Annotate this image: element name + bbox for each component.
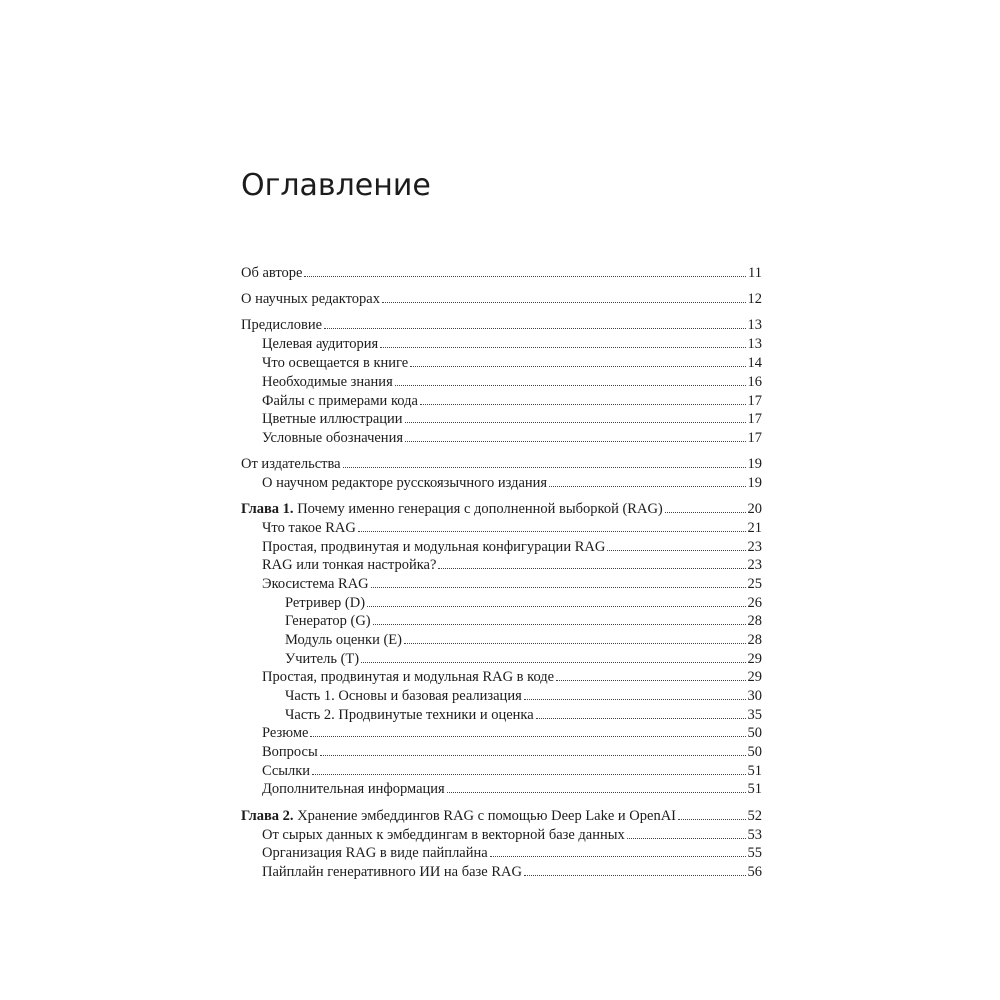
toc-chapter-entry [241, 807, 762, 825]
toc-entry-label: Организация RAG в виде пайплайна [262, 845, 488, 861]
toc-page-number: 16 [747, 374, 762, 390]
toc-entry-label: Простая, продвинутая и модульная RAG в коде [262, 669, 555, 685]
toc-entry [262, 575, 762, 593]
toc-entry [262, 556, 762, 574]
toc-page-number: 17 [747, 411, 762, 427]
toc-entry-label: Вопросы [262, 744, 318, 760]
toc-entry [285, 687, 762, 705]
toc-page-number: 23 [747, 539, 762, 555]
toc-entry-label: Дополнительная информация [262, 781, 445, 797]
dot-leader [367, 605, 745, 607]
toc-entry [262, 392, 762, 410]
toc-entry-label: Что такое RAG [262, 520, 356, 536]
toc-page-number: 52 [747, 808, 762, 824]
dot-leader [304, 275, 746, 277]
page-title: Оглавление [241, 168, 431, 203]
toc-page-number: 19 [747, 475, 762, 491]
toc-page-number: 28 [747, 632, 762, 648]
toc-entry-label: Что освещается в книге [262, 355, 409, 371]
toc-entry-label: Учитель (T) [285, 651, 360, 667]
toc-entry [262, 863, 762, 881]
toc-entry [262, 519, 762, 537]
dot-leader [373, 623, 746, 625]
toc-entry [262, 668, 762, 686]
toc-page-number: 17 [747, 430, 762, 446]
toc-page-number: 50 [747, 725, 762, 741]
toc-page-number: 29 [747, 669, 762, 685]
dot-leader [665, 511, 746, 513]
toc-entry [262, 335, 762, 353]
toc-page-number: 55 [747, 845, 762, 861]
dot-leader [536, 717, 746, 719]
chapter-number: Глава 1. [241, 501, 294, 517]
dot-leader [410, 365, 745, 367]
toc-entry-label: Резюме [262, 725, 309, 741]
toc-entry [262, 474, 762, 492]
toc-page-number: 14 [747, 355, 762, 371]
toc-page-number: 19 [747, 456, 762, 472]
toc-entry [262, 538, 762, 556]
toc-entry-label: О научных редакторах [241, 291, 380, 307]
dot-leader [361, 661, 745, 663]
toc-entry [285, 594, 762, 612]
dot-leader [380, 346, 745, 348]
dot-leader [607, 549, 745, 551]
toc-entry [262, 826, 762, 844]
toc-entry [241, 290, 762, 308]
toc-page-number: 56 [747, 864, 762, 880]
dot-leader [524, 874, 746, 876]
toc-page-number: 53 [747, 827, 762, 843]
toc-page-number: 51 [747, 763, 762, 779]
dot-leader [320, 754, 746, 756]
dot-leader [371, 586, 746, 588]
dot-leader [404, 642, 746, 644]
toc-entry-label: Ретривер (D) [285, 595, 366, 611]
dot-leader [420, 403, 746, 405]
toc-page-number: 11 [748, 265, 762, 281]
toc-entry-label: Часть 2. Продвинутые техники и оценка [285, 707, 534, 723]
toc-entry [262, 429, 762, 447]
toc-entry-label: Предисловие [241, 317, 323, 333]
toc-entry [262, 354, 762, 372]
toc-page-number: 30 [747, 688, 762, 704]
chapter-number: Глава 2. [241, 808, 294, 824]
toc-page-number: 21 [747, 520, 762, 536]
toc-entry-label: О научном редакторе русскоязычного издания [262, 475, 548, 491]
toc-entry-label: Ссылки [262, 763, 311, 779]
toc-entry [241, 316, 762, 334]
dot-leader [324, 327, 745, 329]
toc-entry [262, 373, 762, 391]
toc-entry [285, 631, 762, 649]
toc-page-number: 23 [747, 557, 762, 573]
toc-entry [285, 706, 762, 724]
toc-page-number: 13 [747, 317, 762, 333]
toc-entry [241, 264, 762, 282]
toc-entry-label: Хранение эмбеддингов RAG с помощью Deep Lake и OpenAI [297, 808, 677, 824]
toc-entry [262, 743, 762, 761]
toc-entry [262, 844, 762, 862]
toc-page-number: 28 [747, 613, 762, 629]
toc-entry-label: Модуль оценки (E) [285, 632, 402, 648]
dot-leader [405, 421, 746, 423]
dot-leader [405, 440, 746, 442]
dot-leader [524, 698, 746, 700]
toc-page-number: 25 [747, 576, 762, 592]
dot-leader [549, 485, 745, 487]
toc-entry-label: Файлы с примерами кода [262, 393, 418, 409]
toc-entry [262, 762, 762, 780]
toc-entry-label: Необходимые знания [262, 374, 393, 390]
dot-leader [312, 773, 745, 775]
toc-page-number: 13 [747, 336, 762, 352]
toc-chapter-entry [241, 500, 762, 518]
toc-page-number: 29 [747, 651, 762, 667]
dot-leader [395, 384, 746, 386]
toc-entry-label: От издательства [241, 456, 341, 472]
toc-page-number: 20 [747, 501, 762, 517]
dot-leader [447, 791, 746, 793]
toc-entry-label: Условные обозначения [262, 430, 403, 446]
dot-leader [382, 301, 746, 303]
toc-entry-label: Генератор (G) [285, 613, 371, 629]
toc-page-number: 50 [747, 744, 762, 760]
toc-page-number: 51 [747, 781, 762, 797]
toc-entry [285, 650, 762, 668]
toc-entry-label: RAG или тонкая настройка? [262, 557, 437, 573]
dot-leader [627, 837, 746, 839]
dot-leader [556, 679, 745, 681]
toc-page-number: 35 [747, 707, 762, 723]
toc-page-number: 12 [747, 291, 762, 307]
dot-leader [343, 466, 746, 468]
toc-entry-label: Об авторе [241, 265, 303, 281]
toc-entry [241, 455, 762, 473]
toc-entry-label: Экосистема RAG [262, 576, 369, 592]
toc-entry [262, 410, 762, 428]
toc-entry-label: Почему именно генерация с дополненной выборкой (RAG) [297, 501, 663, 517]
dot-leader [438, 567, 745, 569]
toc-entry [262, 724, 762, 742]
dot-leader [490, 855, 746, 857]
dot-leader [678, 818, 745, 820]
toc-entry-label: От сырых данных к эмбеддингам в векторной базе данных [262, 827, 625, 843]
toc-page-number: 26 [747, 595, 762, 611]
toc-entry-label: Простая, продвинутая и модульная конфигурации RAG [262, 539, 606, 555]
toc-entry-label: Часть 1. Основы и базовая реализация [285, 688, 522, 704]
toc-entry [262, 780, 762, 798]
dot-leader [310, 735, 745, 737]
dot-leader [358, 530, 746, 532]
toc-entry-label: Пайплайн генеративного ИИ на базе RAG [262, 864, 522, 880]
toc-entry [285, 612, 762, 630]
toc-entry-label: Цветные иллюстрации [262, 411, 403, 427]
toc-entry-label: Целевая аудитория [262, 336, 379, 352]
toc-page-number: 17 [747, 393, 762, 409]
